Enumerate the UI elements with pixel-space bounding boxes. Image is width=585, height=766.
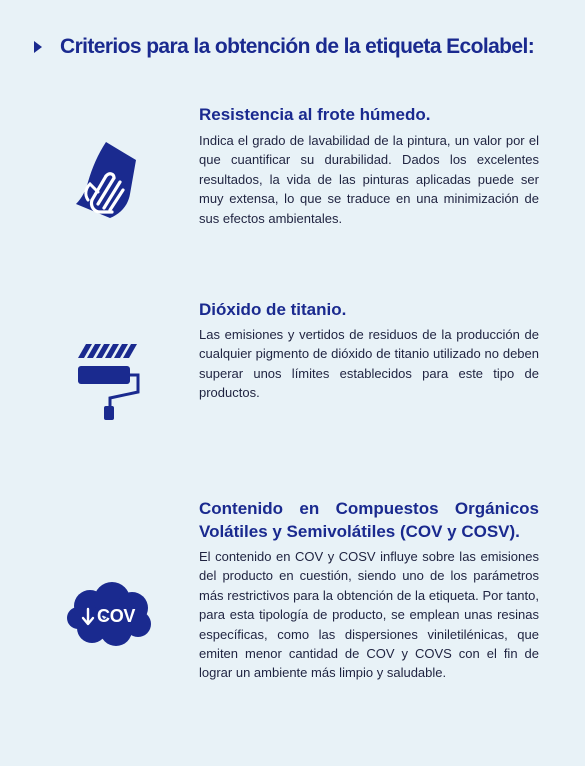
criterion-title: Dióxido de titanio. — [199, 300, 347, 319]
paint-roller-icon — [70, 336, 150, 426]
hand-cloth-icon — [62, 140, 152, 230]
page-title: Criterios para la obtención de la etiqueta Ecolabel: — [60, 35, 535, 58]
criterion-title: Resistencia al frote húmedo. — [199, 105, 431, 124]
triangle-bullet-icon — [34, 41, 42, 53]
criterion-description: El contenido en COV y COSV influye sobre las emisiones del producto en cuestión, siendo uno de los parámetros más restrictivos para la obtención de la etiqueta. Por tanto, para esta tipología de producto, se emplean unas resinas específicas, como las dispersiones viniletilénicas, que emiten menor cantidad de COV y COVS con el fin de lograr un ambiente más limpio y saludable. — [199, 549, 539, 681]
criterion-title: Contenido en Compuestos Orgánicos Volátiles y Semivolátiles (COV y COSV). — [199, 499, 539, 541]
cov-cloud-icon — [64, 576, 156, 656]
criterion-description: Indica el grado de lavabilidad de la pintura, un valor por el que cuantificar su durabilidad. Dados los excelentes resultados, la vida de las pinturas aplicadas puede ser muy extensa, lo que se traduce en una minimización de sus efectos ambientales. — [199, 133, 539, 226]
section-header — [34, 35, 554, 59]
cov-label: COV — [97, 606, 136, 626]
criterion-description: Las emisiones y vertidos de residuos de la producción de cualquier pigmento de dióxido de titanio utilizado no deben superar unos límites establecidos para este tipo de productos. — [199, 327, 539, 401]
